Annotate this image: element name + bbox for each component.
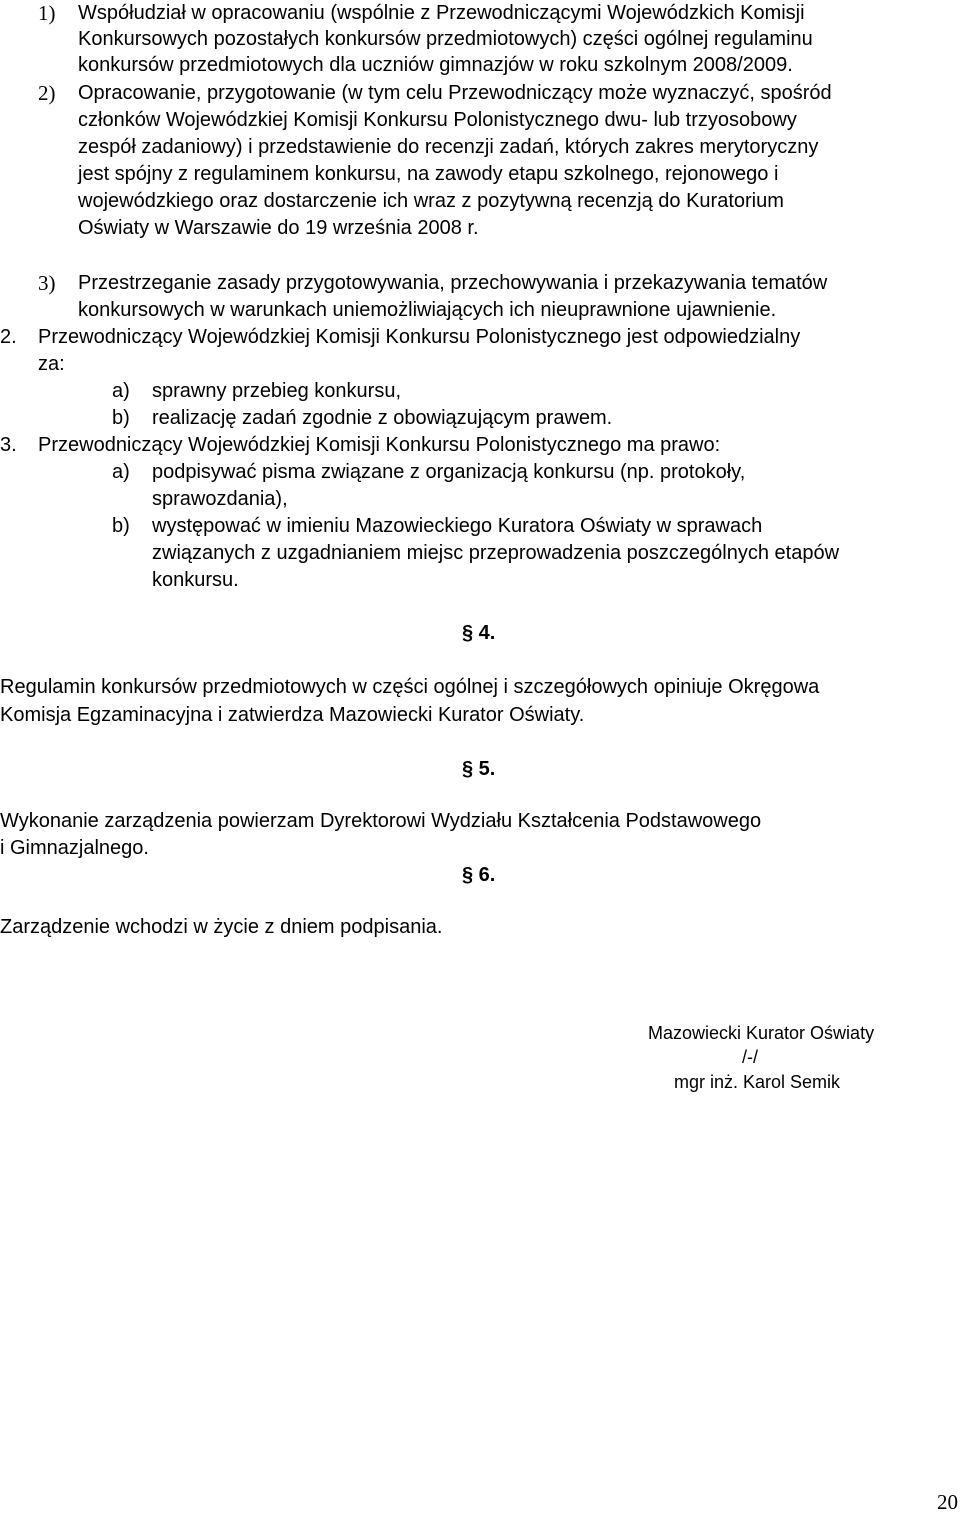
- page-number: 20: [937, 1490, 958, 1514]
- section-4-heading: § 4.: [462, 622, 496, 644]
- section-4-line-1: Regulamin konkursów przedmiotowych w części ogólnej i szczegółowych opiniuje Okręgowa: [0, 676, 820, 698]
- item-2-line-1: Opracowanie, przygotowanie (w tym celu Przewodniczący może wyznaczyć, spośród: [78, 82, 832, 104]
- item-3-number: 3): [38, 271, 56, 295]
- point-2-line-1: Przewodniczący Wojewódzkiej Komisji Konkursu Polonistycznego jest odpowiedzialny: [38, 326, 801, 348]
- item-1-line-1: Współudział w opracowaniu (wspólnie z Przewodniczącymi Wojewódzkich Komisji: [78, 2, 805, 24]
- item-3-line-1: Przestrzeganie zasady przygotowywania, przechowywania i przekazywania tematów: [78, 272, 828, 294]
- section-5-line-2: i Gimnazjalnego.: [0, 837, 149, 859]
- item-2-line-3: zespół zadaniowy) i przedstawienie do recenzji zadań, których zakres merytoryczny: [78, 136, 819, 158]
- point-2-number: 2.: [0, 326, 17, 348]
- point-3-a-line-2: sprawozdania),: [152, 488, 288, 510]
- point-3-b-line-2: związanych z uzgadnianiem miejsc przeprowadzenia poszczególnych etapów: [152, 542, 840, 564]
- item-3-line-2: konkursowych w warunkach uniemożliwiających ich nieuprawnione ujawnienie.: [78, 299, 777, 321]
- item-2-number: 2): [38, 81, 56, 105]
- section-6-text: Zarządzenie wchodzi w życie z dniem podpisania.: [0, 916, 443, 938]
- point-2-b-text: realizację zadań zgodnie z obowiązującym prawem.: [152, 407, 613, 429]
- point-3-b-line-1: występować w imieniu Mazowieckiego Kuratora Oświaty w sprawach: [152, 515, 763, 537]
- point-3-number: 3.: [0, 434, 17, 456]
- point-2-a-text: sprawny przebieg konkursu,: [152, 380, 402, 402]
- signature-title: Mazowiecki Kurator Oświaty: [648, 1023, 875, 1043]
- point-3-line-1: Przewodniczący Wojewódzkiej Komisji Konkursu Polonistycznego ma prawo:: [38, 434, 721, 456]
- signature-mark: /-/: [742, 1047, 758, 1067]
- item-1-line-2: Konkursowych pozostałych konkursów przedmiotowych) części ogólnej regulaminu: [78, 28, 813, 50]
- item-1-line-3: konkursów przedmiotowych dla uczniów gimnazjów w roku szkolnym 2008/2009.: [78, 54, 793, 76]
- section-5-heading: § 5.: [462, 758, 496, 780]
- item-2-line-5: wojewódzkiego oraz dostarczenie ich wraz z pozytywną recenzją do Kuratorium: [78, 190, 784, 212]
- point-3-a-line-1: podpisywać pisma związane z organizacją konkursu (np. protokoły,: [152, 461, 746, 483]
- point-2-b-label: b): [112, 407, 130, 429]
- point-3-a-label: a): [112, 461, 130, 483]
- section-4-line-2: Komisja Egzaminacyjna i zatwierdza Mazowiecki Kurator Oświaty.: [0, 704, 585, 726]
- item-2-line-2: członków Wojewódzkiej Komisji Konkursu Polonistycznego dwu- lub trzyosobowy: [78, 109, 797, 131]
- item-2-line-4: jest spójny z regulaminem konkursu, na zawody etapu szkolnego, rejonowego i: [78, 163, 779, 185]
- item-1-number: 1): [38, 1, 56, 25]
- signature-name: mgr inż. Karol Semik: [674, 1072, 841, 1092]
- item-2-line-6: Oświaty w Warszawie do 19 września 2008 r.: [78, 217, 479, 239]
- point-2-a-label: a): [112, 380, 130, 402]
- section-6-heading: § 6.: [462, 864, 496, 886]
- point-3-b-label: b): [112, 515, 130, 537]
- point-3-b-line-3: konkursu.: [152, 569, 239, 591]
- point-2-line-2: za:: [38, 353, 65, 375]
- section-5-line-1: Wykonanie zarządzenia powierzam Dyrektorowi Wydziału Kształcenia Podstawowego: [0, 810, 762, 832]
